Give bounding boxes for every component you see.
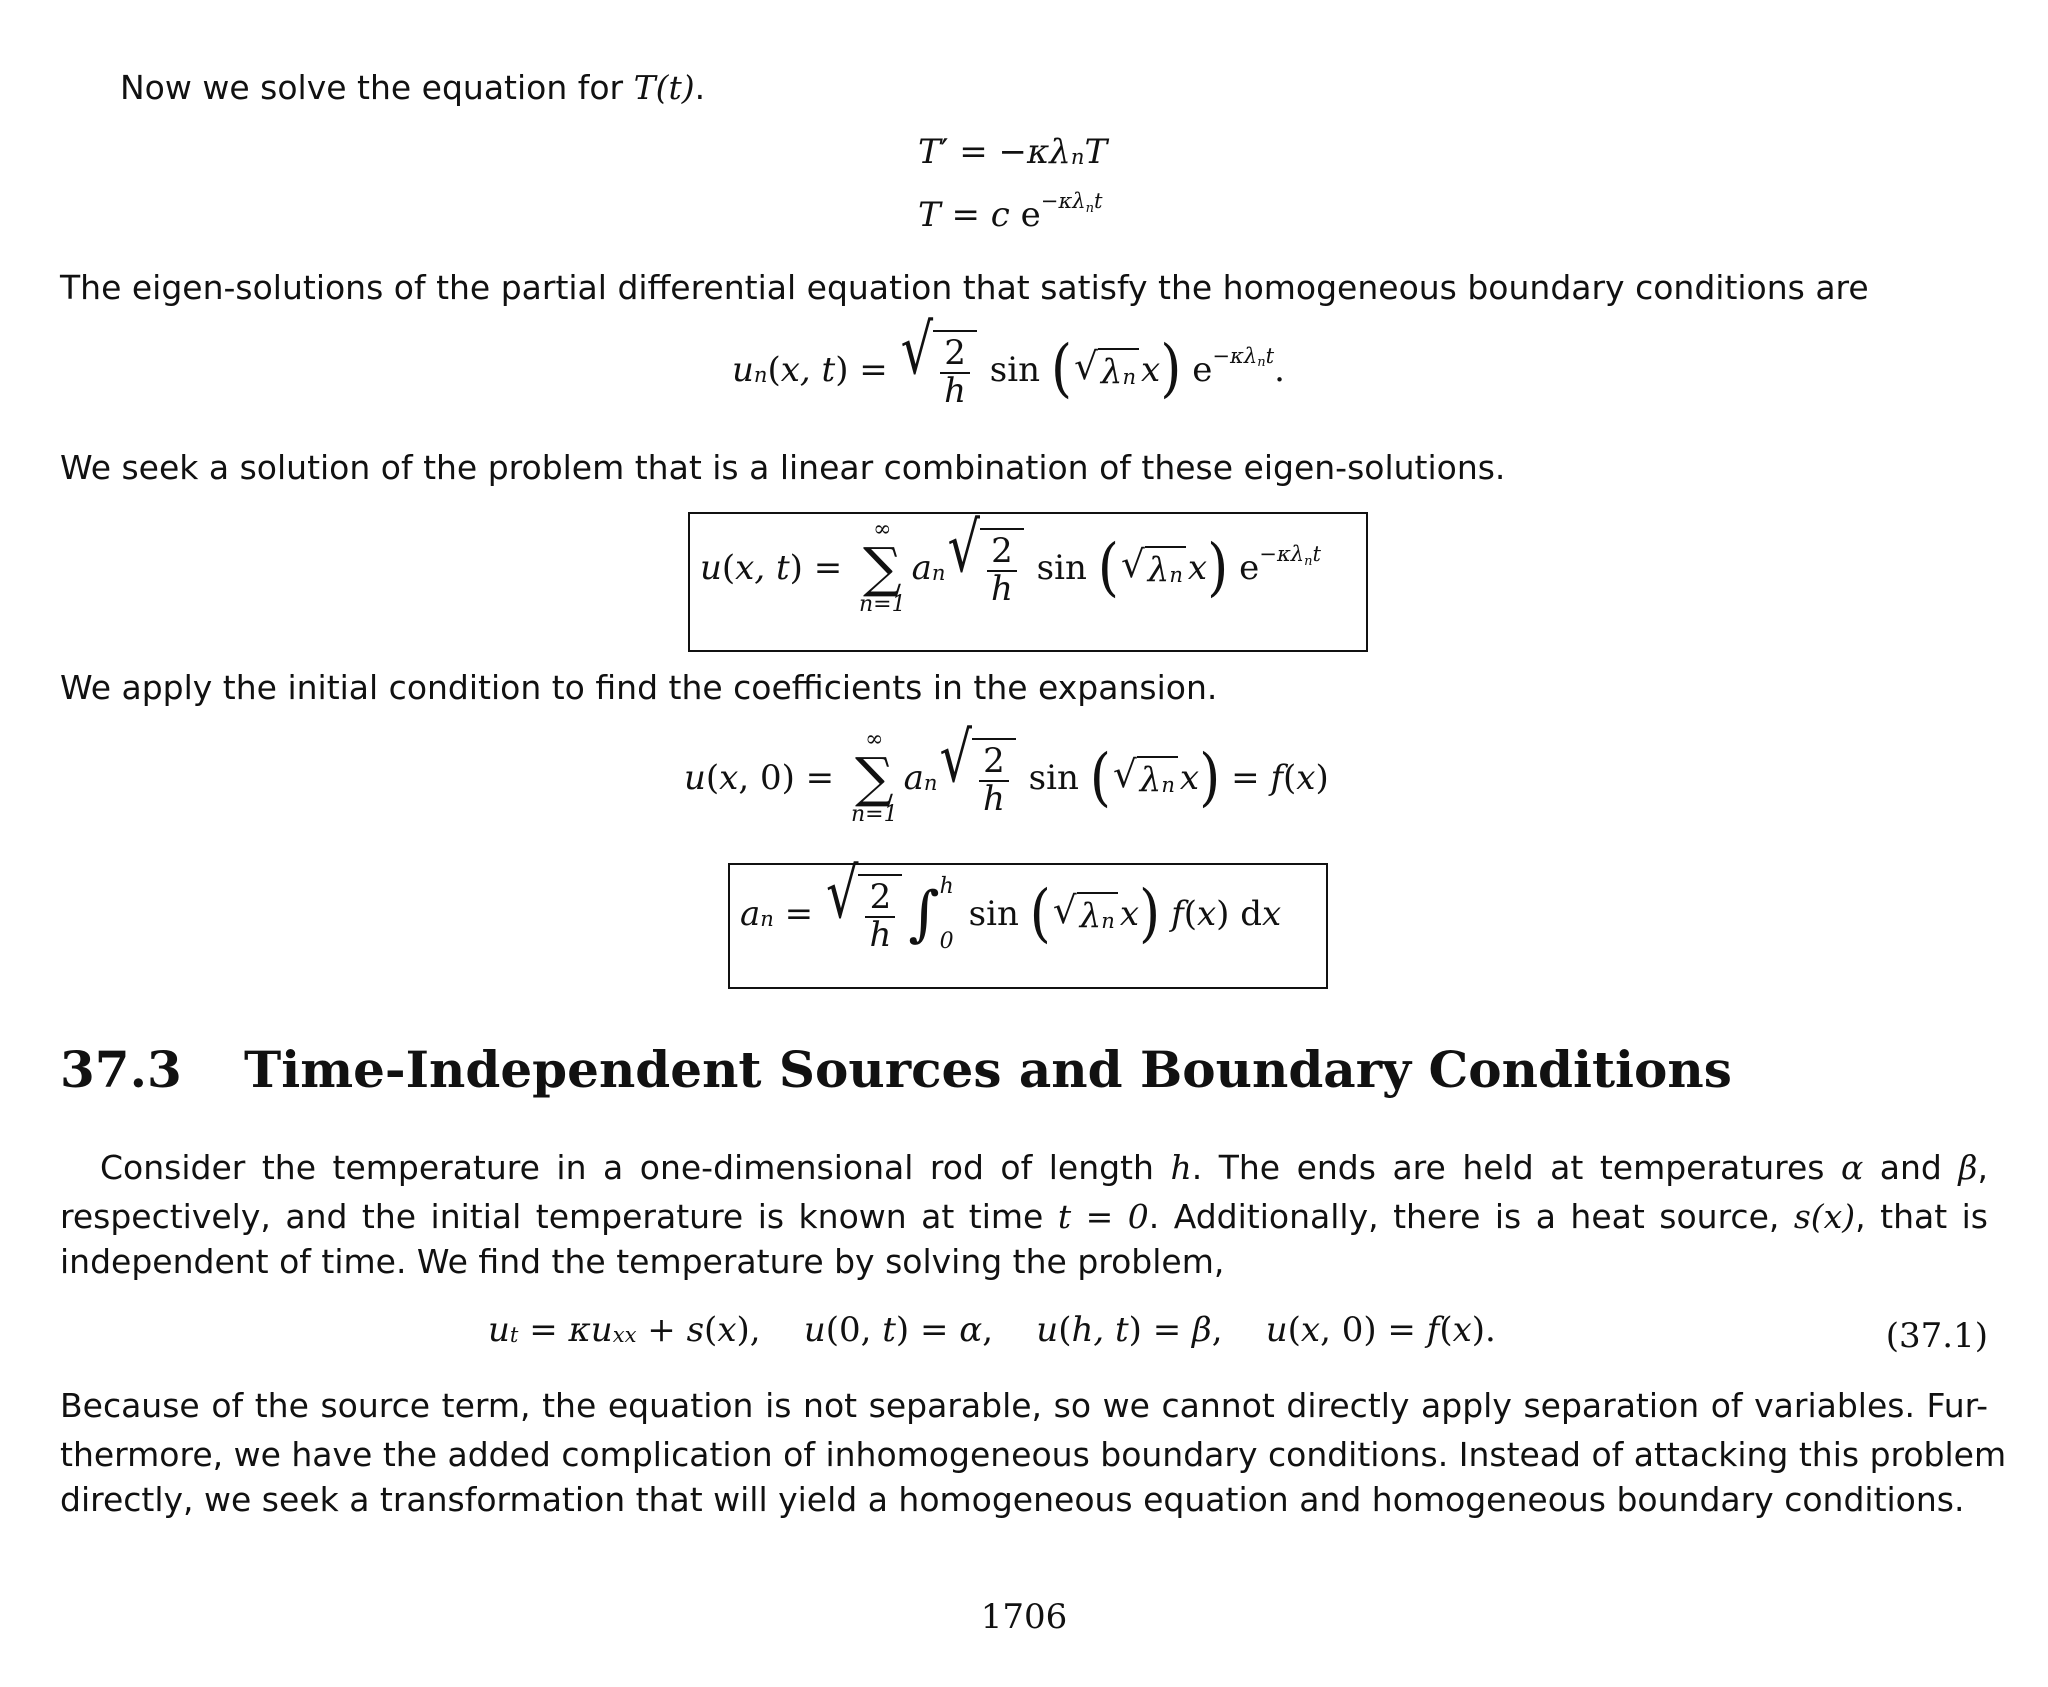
- body-text: and: [1879, 1148, 1942, 1187]
- paragraph-initial-condition: We apply the initial condition to find the coefficients in the expansion.: [60, 668, 1218, 707]
- body-text: , that is: [1855, 1197, 1988, 1236]
- math-beta: β: [1958, 1148, 1978, 1187]
- sqrt-2-over-h: √ $\frac{2}{h}$: [901, 330, 977, 409]
- body-text: respectively, and the initial temperature is known at time: [60, 1197, 1044, 1236]
- summation-symbol: ∞ ∑ n=1: [859, 517, 906, 618]
- equation-initial-condition: u ( x , 0) = ∞ ∑ n=1 a $_n$ √ $\frac{2}{h}$ sin ( √ λ $_n$ x ) = f ( x ): [684, 718, 1329, 828]
- equation-number: (37.1): [1885, 1316, 1988, 1356]
- body-text: ,: [1977, 1148, 1988, 1187]
- body-line-4: Because of the source term, the equation is not separable, so we cannot directly apply separation of variables. Fur-: [60, 1386, 1988, 1425]
- integral-symbol: ∫ h 0: [908, 874, 954, 954]
- intro-math: T(t): [633, 68, 695, 107]
- body-text: . Additionally, there is a heat source,: [1148, 1197, 1780, 1236]
- equation-coefficients: a $_n$ = √ $\frac{2}{h}$ ∫ h 0 sin ( √ λ $_n$ x ) f ( x ) d x: [740, 855, 1282, 955]
- section-number: 37.3: [60, 1040, 182, 1099]
- equation-37-1: u $_t$ = κu $_{xx}$ + s ( x ), u (0, t ) = α , u ( h, t ) = β , u ( x , 0) = f ( x ).: [488, 1310, 1496, 1350]
- body-line-2: [60, 1193, 1988, 1241]
- math-h: h: [1170, 1148, 1192, 1187]
- body-text: . The ends are held at temperatures: [1191, 1148, 1825, 1187]
- page-number: 1706: [980, 1597, 1068, 1637]
- body-line-5: thermore, we have the added complication of inhomogeneous boundary conditions. Instead of attacking this problem: [60, 1435, 2007, 1474]
- body-line-3: independent of time. We find the temperature by solving the problem,: [60, 1242, 1225, 1281]
- section-title: Time-Independent Sources and Boundary Conditions: [244, 1040, 1732, 1099]
- body-text: Consider the temperature in a one-dimensional rod of length: [100, 1148, 1154, 1187]
- intro-period: .: [694, 68, 706, 107]
- paragraph-intro: [120, 68, 705, 107]
- math-t-equals-0: t = 0: [1057, 1197, 1149, 1236]
- math-s-of-x: s(x): [1793, 1197, 1856, 1236]
- section-heading: [60, 1040, 1732, 1099]
- body-line-6: directly, we seek a transformation that will yield a homogeneous equation and homogeneous boundary conditions.: [60, 1480, 1965, 1519]
- paragraph-eigen-solutions: The eigen-solutions of the partial differential equation that satisfy the homogeneous boundary conditions are: [60, 268, 1869, 307]
- paragraph-linear-combination: We seek a solution of the problem that is a linear combination of these eigen-solutions.: [60, 448, 1506, 487]
- equation-t-solution: T = c e $^{-\kappa\lambda_n t}$: [918, 188, 1103, 235]
- body-line-1: [100, 1144, 1988, 1192]
- equation-series-solution: u ( x, t ) = ∞ ∑ n=1 a $_n$ √ $\frac{2}{h}$ sin ( √ λ $_n$ x ) e $^{-\kappa\lambda_n t}$: [700, 508, 1322, 618]
- intro-text: Now we solve the equation for: [120, 68, 624, 107]
- equation-eigen-solution: u $_n$ ( x, t ) = √ $\frac{2}{h}$ sin ( √ λ $_n$ x ) e $^{-\kappa\lambda_n t}$ .: [732, 310, 1285, 411]
- math-alpha: α: [1840, 1148, 1864, 1187]
- equation-t-prime: T ′ = − κλ $_n$ T: [918, 132, 1108, 172]
